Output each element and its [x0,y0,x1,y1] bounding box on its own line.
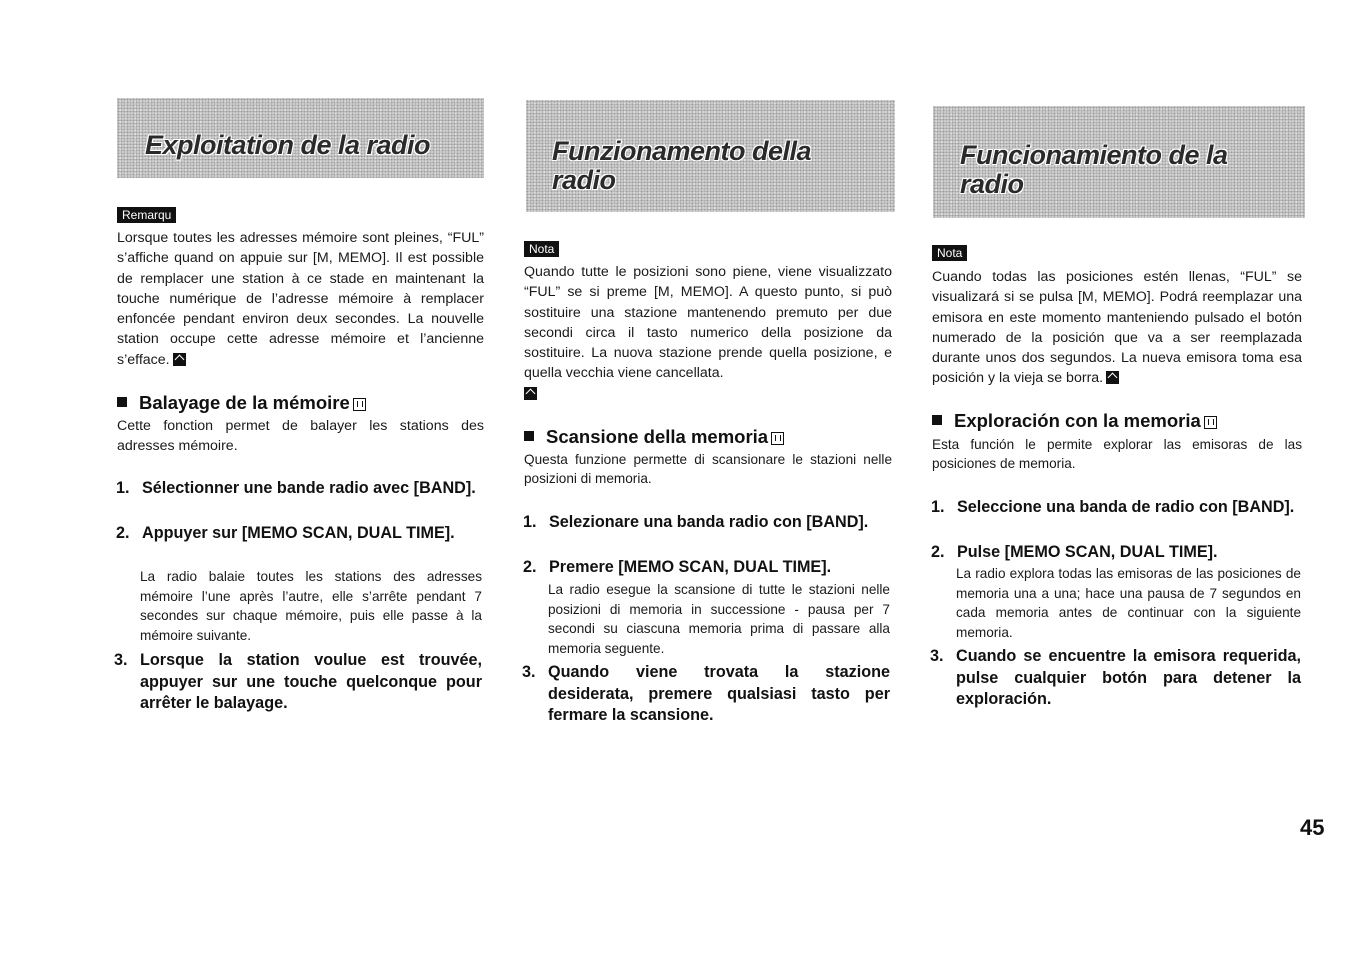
section-heading: Scansione della memoria [524,426,784,448]
step-2: 2. Premere [MEMO SCAN, DUAL TIME]. [523,558,832,576]
digital-icon [1204,416,1217,429]
page-title: Funcionamiento de la radio [960,140,1228,199]
section-intro: Cette fonction permet de balayer les stations des adresses mémoire. [117,418,484,455]
note-text: Cuando todas las posiciones estén llenas, “FUL” se visualizará si se pulsa [M, MEMO]. Podrá reemplazar una emisora en este momento manteniendo pulsado el botón numerado de la posición que va a ser reemplazada durante unos dos segundos. La nueva emisora toma esa posición y la vieja se borra. [932,269,1302,387]
analog-icon [1106,371,1119,384]
note-label: Nota [524,241,559,257]
section-intro: Questa funzione permette di scansionare le stazioni nelle posizioni di memoria. [524,452,892,487]
step-2: 2. Appuyer sur [MEMO SCAN, DUAL TIME]. [116,524,455,542]
step-2-description: La radio balaie toutes les stations des adresses mémoire l’une après l’autre, elle s’arrête pendant 7 secondes sur chaque mémoire, puis elle passe à la mémoire suivante. [140,569,482,643]
note-text: Lorsque toutes les adresses mémoire sont pleines, “FUL” s’affiche quand on appuie sur [M, MEMO]. Il est possible de remplacer une station à ce stade en maintenant la touche numérique de l’adresse mémoire à remplacer enfoncée pendant environ deux secondes. La nouvelle station occupe cette adresse mémoire et l’ancienne s’efface. [117,230,484,368]
step-1: 1. Seleccione una banda de radio con [BAND]. [931,498,1295,516]
analog-icon [173,353,186,366]
page-title: Funzionamento della radio [552,136,812,195]
bullet-square-icon [524,431,534,441]
note-label: Remarqu [117,207,176,223]
note-label: Nota [932,245,967,261]
bullet-square-icon [117,397,127,407]
bullet-square-icon [932,415,942,425]
step-2-description: La radio esegue la scansione di tutte le stazioni nelle posizioni di memoria in successione - pausa per 7 secondi su ciascuna memoria prima di passare alla memoria seguente. [548,582,890,656]
section-heading: Balayage de la mémoire [117,392,366,414]
step-3: 3. Lorsque la station voulue est trouvée, appuyer sur une touche quelconque pour arrêter le balayage. [114,651,482,712]
digital-icon [771,432,784,445]
page-title: Exploitation de la radio [145,130,431,160]
section-heading: Exploración con la memoria [932,410,1217,432]
step-1: 1. Selezionare una banda radio con [BAND]. [523,513,869,531]
note-text: Quando tutte le posizioni sono piene, viene visualizzato “FUL” se si preme [M, MEMO]. A questo punto, si può sostituire una stazione mantenendo premuto per due secondi circa il tasto numerico della posizione da sostituire. La nuova stazione prende quella posizione, e quella vecchia viene cancellata. [524,262,892,404]
page-number: 45 [1300,815,1325,840]
step-3: 3. Quando viene trovata la stazione desiderata, premere qualsiasi tasto per fermare la scansione. [522,663,890,724]
step-2: 2. Pulse [MEMO SCAN, DUAL TIME]. [931,543,1218,561]
digital-icon [353,398,366,411]
step-1: 1. Sélectionner une bande radio avec [BAND]. [116,479,476,497]
step-2-description: La radio explora todas las emisoras de las posiciones de memoria una a una; hace una pausa de 7 segundos en cada memoria antes de continuar con la siguiente memoria. [956,566,1301,640]
analog-icon [524,387,537,400]
step-3: 3. Cuando se encuentre la emisora requerida, pulse cualquier botón para detener la exploración. [930,647,1301,708]
section-intro: Esta función le permite explorar las emisoras de las posiciones de memoria. [932,437,1302,472]
